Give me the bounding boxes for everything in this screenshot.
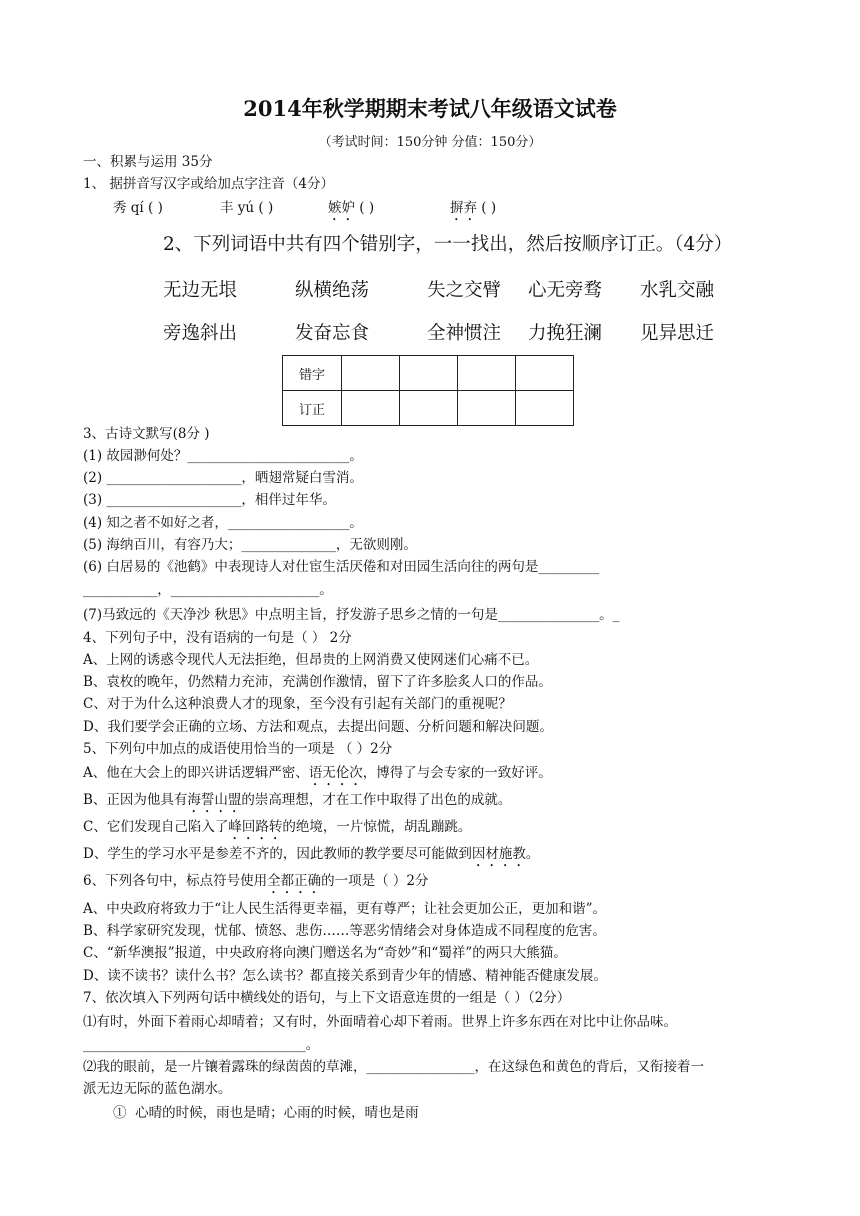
q3-line: (1) 故园渺何处？________________________。 [83,448,363,464]
answer-cell[interactable] [458,391,516,426]
q7-paragraph-2: ⑵我的眼前，是一片镶着露珠的绿茵茵的草滩，________________，在这绿色和黄色的背后，又衔接着一 [83,1059,704,1075]
answer-cell[interactable] [342,391,400,426]
answer-cell[interactable] [516,356,574,391]
q7-paragraph-2-cont: 派无边无际的蓝色湖水。 [83,1081,232,1097]
q5-d-post: 。 [525,846,540,862]
exam-title: 2014年秋学期期末考试八年级语文试卷 [243,96,617,121]
section-heading: 一、积累与运用 35分 [83,154,213,170]
q1-item-2: 丰 yú ( ) [220,200,274,216]
q5-a-idiom: 语无伦次 [308,765,363,781]
exam-subtitle: （考试时间：150分钟 分值：150分） [318,135,542,150]
q5-option [83,844,539,870]
question-3-stem: 3、古诗文默写(8分 ) [83,426,210,442]
table-label-wrong: 错字 [283,356,342,391]
q7-blank-1: _________________________________。 [83,1037,320,1053]
q5-d-idiom: 因材施教 [471,846,526,862]
q2-word: 纵横绝荡 [295,280,370,301]
q1-item-4-text: 摒弃 ( ) [450,200,497,216]
q2-word: 失之交臂 [427,280,502,301]
question-7-stem: 7、依次填入下列两句话中横线处的语句，与上下文语意连贯的一组是（ ）（2分） [83,990,571,1006]
q3-line: (3) ____________________，相伴过年华。 [83,492,336,508]
q7-option-1 [113,1103,419,1123]
q1-item-1: 秀 qí ( ) [113,200,163,216]
answer-cell[interactable] [400,356,458,391]
question-1-stem: 1、 据拼音写汉字或给加点字注音（4分） [83,176,334,192]
q6-option: D、读不读书？读什么书？怎么读书？都直接关系到青少年的情感、精神能否健康发展。 [83,968,607,984]
q1-item-3-text: 嫉妒 ( ) [328,200,375,216]
q5-a-pre: A、他在大会上的即兴讲话逻辑严密、 [83,765,309,781]
q6-stem-pre: 6、下列各句中，标点符号使用 [83,873,268,889]
q3-line: (6) 白居易的《池鹤》中表现诗人对仕宦生活厌倦和对田园生活向往的两句是_________ [83,559,600,575]
question-4-stem: 4、下列句子中，没有语病的一句是（ ） 2分 [83,630,352,646]
q6-option: B、科学家研究发现，忧郁、愤怒、悲伤……等恶劣情绪会对身体造成不同程度的危害。 [83,923,606,939]
q4-option: A、上网的诱惑令现代人无法拒绝，但昂贵的上网消费又使网迷们心痛不已。 [83,652,539,668]
q5-c-pre: C、它们发现自己陷入了 [83,819,229,835]
correction-table [282,355,574,426]
q5-option [83,763,552,789]
q7-paragraph-1: ⑴有时，外面下着雨心却晴着；又有时，外面晴着心却下着雨。世界上许多东西在对比中让你品味。 [83,1014,677,1030]
q4-option: B、袁枚的晚年，仍然精力充沛，充满创作激情，留下了许多脍炙人口的作品。 [83,674,552,690]
q2-word: 发奋忘食 [295,323,370,344]
q4-option: D、我们要学会正确的立场、方法和观点，去提出问题、分析问题和解决问题。 [83,719,553,735]
q5-b-idiom: 海誓山盟 [187,792,242,808]
q1-item-3 [328,198,374,224]
q3-line: ___________，______________________。 [83,582,333,598]
question-5-stem: 5、下列句中加点的成语使用恰当的一项是 （ ）2分 [83,741,393,757]
q5-c-post: 的绝境，一片惊慌，胡乱蹦跳。 [282,819,472,835]
q2-word: 旁逸斜出 [163,323,238,344]
q3-line: (7)马致远的《天净沙 秋思》中点明主旨，抒发游子思乡之情的一句是_______________。_ [83,607,620,623]
q6-option: C、“新华澳报”报道，中央政府将向澳门赠送名为“奇妙”和“蜀祥”的两只大熊猫。 [83,945,567,961]
q3-line: (4) 知之者不如好之者，__________________。 [83,515,363,531]
q2-word: 全神惯注 [427,323,502,344]
table-label-correct: 订正 [283,391,342,426]
q5-option [83,817,471,843]
q2-word: 见异思迁 [640,323,715,344]
q2-word: 力挽狂澜 [528,323,603,344]
q2-word: 心无旁骛 [528,280,603,301]
q4-option: C、对于为什么这种浪费人才的现象，至今没有引起有关部门的重视呢？ [83,696,512,712]
answer-cell[interactable] [342,356,400,391]
q5-c-idiom: 峰回路转 [228,819,283,835]
q5-b-post: 的崇高理想，才在工作中取得了出色的成就。 [241,792,512,808]
q2-word: 水乳交融 [640,280,715,301]
q1-item-4 [450,198,496,224]
q5-b-pre: B、正因为他具有 [83,792,188,808]
question-2-stem: 2、下列词语中共有四个错别字，一一找出，然后按顺序订正。（4分） [163,234,733,255]
q5-a-post: ，博得了与会专家的一致好评。 [362,765,552,781]
q3-line: (2) ____________________，晒翅常疑白雪消。 [83,470,363,486]
q6-stem-post: 的一项是（ ）2分 [321,873,429,889]
table-row [283,356,574,391]
answer-cell[interactable] [458,356,516,391]
q7-option-1-text: 心晴的时候，雨也是晴；心雨的时候，晴也是雨 [135,1105,419,1121]
question-6-stem [83,871,428,897]
table-row [283,391,574,426]
q7-option-1-number: ① [113,1105,127,1121]
answer-cell[interactable] [516,391,574,426]
q5-option [83,790,511,816]
q3-line: (5) 海纳百川，有容乃大；______________，无欲则刚。 [83,537,417,553]
q2-word: 无边无垠 [163,280,238,301]
q6-stem-dot: 全都正确 [267,873,322,889]
q5-d-pre: D、学生的学习水平是参差不齐的，因此教师的教学要尽可能做到 [83,846,472,862]
answer-cell[interactable] [400,391,458,426]
q6-option: A、中央政府将致力于“让人民生活得更幸福，更有尊严；让社会更加公正，更加和谐”。 [83,901,607,917]
